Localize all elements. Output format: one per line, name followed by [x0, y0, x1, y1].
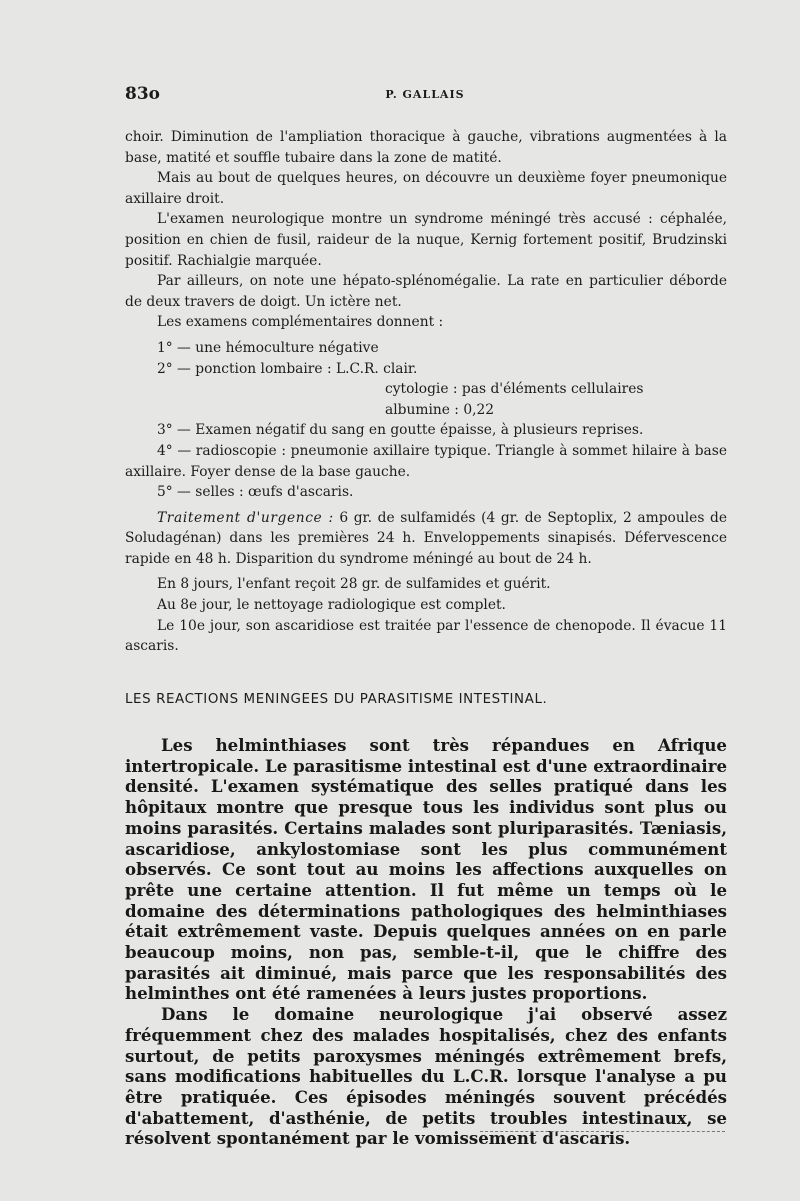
- paragraph: En 8 jours, l'enfant reçoit 28 gr. de sulfamides et guérit.: [157, 576, 551, 593]
- exam-subitem: cytologie : pas d'éléments cellulaires: [385, 381, 644, 398]
- exam-item: 3° — Examen négatif du sang en goutte épaisse, à plusieurs reprises.: [157, 422, 644, 439]
- exam-item: 2° — ponction lombaire : L.C.R. clair.: [157, 360, 418, 377]
- paragraph: Les examens complémentaires donnent :: [157, 314, 444, 331]
- paragraph: Dans le domaine neurologique j'ai observé assez fréquemment chez des malades hospitalisés, chez des enfants surtout, de petits paroxysmes méningés extrêmement brefs, sans modifications habituelles du L.C.R. lorsque l'analyse a pu être pratiquée. Ces épisodes méningés souvent précédés d'abattement, d'asthénie, de petits troubles intestinaux, se résolvent spontanément par le vomissement d'ascaris.: [125, 1004, 727, 1149]
- treatment-paragraph: [125, 508, 727, 570]
- divider: [480, 1131, 725, 1132]
- paragraph: Le 10e jour, son ascaridiose est traitée par l'essence de chenopode. Il évacue 11 ascaris.: [125, 617, 727, 655]
- paragraph: Par ailleurs, on note une hépato-splénomégalie. La rate en particulier déborde de deux travers de doigt. Un ictère net.: [125, 273, 727, 310]
- paragraph: Les helminthiases sont très répandues en Afrique intertropicale. Le parasitisme intestinal est d'une extraordinaire densité. L'examen systématique des selles pratiqué dans les hôpitaux montre que presque tous les individus sont plus ou moins parasités. Certains malades sont pluriparasités. Tæniasis, ascaridiose, ankylostomiase sont les plus communément observés. Ce sont tout au moins les affections auxquelles on prête une certaine attention. Il fut même un temps où le domaine des déterminations pathologiques des helminthiases était extrêmement vaste. Depuis quelques années on en parle beaucoup moins, non pas, semble-t-il, que le chiffre des parasités ait diminué, mais parce que les responsabilités des helminthes ont été ramenées à leurs justes proportions.: [125, 735, 727, 1004]
- page-number: 83o: [125, 84, 160, 104]
- paragraph: choir. Diminution de l'ampliation thoracique à gauche, vibrations augmentées à la base, matité et souffle tubaire dans la zone de matité.: [125, 129, 727, 166]
- paragraph: Mais au bout de quelques heures, on découvre un deuxième foyer pneumonique axillaire droit.: [125, 170, 727, 207]
- exam-item: 1° — une hémoculture négative: [157, 339, 379, 356]
- paragraph: Au 8e jour, le nettoyage radiologique est complet.: [157, 597, 506, 614]
- case-report-text: [125, 127, 727, 657]
- body-text: [125, 735, 727, 1149]
- exam-subitem: albumine : 0,22: [385, 401, 495, 418]
- paragraph: L'examen neurologique montre un syndrome méningé très accusé : céphalée, position en chien de fusil, raideur de la nuque, Kernig fortement positif, Brudzinski positif. Rachialgie marquée.: [125, 211, 727, 269]
- running-header: [125, 84, 725, 108]
- exam-item: 5° — selles : œufs d'ascaris.: [157, 484, 354, 501]
- treatment-label: Traitement d'urgence :: [157, 509, 334, 526]
- treatment-text: 6 gr. de sulfamidés (4 gr. de Septoplix, 2 ampoules de Soludagénan) dans les premières 24 h. Enveloppements sinapisés. Défervescence rapide en 48 h. Disparition du syndrome méningé au bout de 24 h.: [125, 509, 727, 567]
- running-author: P. GALLAIS: [385, 88, 465, 101]
- section-title: LES REACTIONS MENINGEES DU PARASITISME INTESTINAL.: [125, 692, 548, 707]
- exam-item: 4° — radioscopie : pneumonie axillaire typique. Triangle à sommet hilaire à base axillaire. Foyer dense de la base gauche.: [125, 442, 727, 480]
